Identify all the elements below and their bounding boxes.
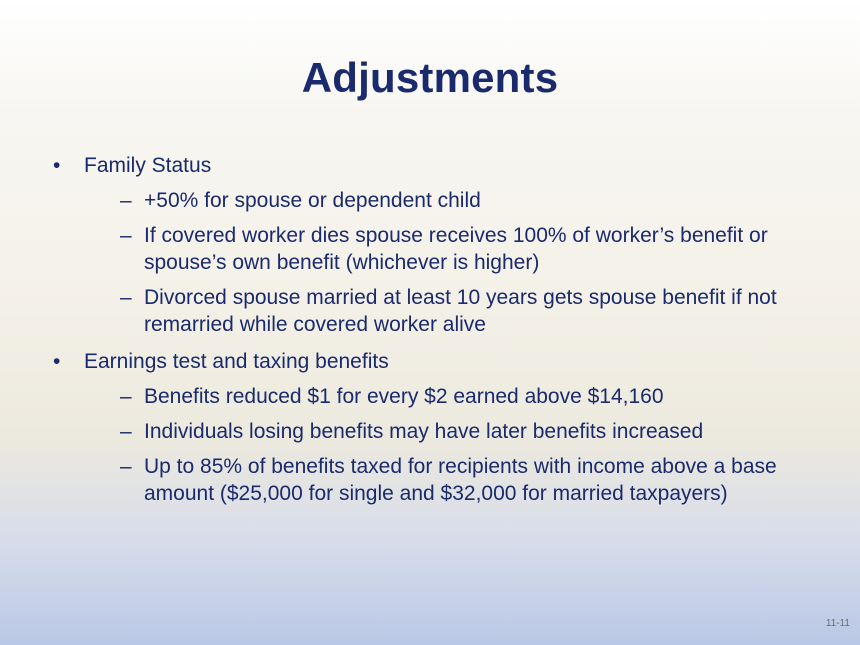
bullet-list [50,152,820,507]
sub-bullet [120,222,820,276]
sub-bullet [120,284,820,338]
sub-bullet-text: If covered worker dies spouse receives 100% of worker’s benefit or spouse’s own benefit (whichever is higher) [144,224,768,274]
dash-mark: – [120,189,132,212]
sub-bullet [120,418,820,445]
sub-list-earnings-test [50,383,820,507]
slide-title: Adjustments [301,54,559,101]
slide-number: 11-11 [825,618,850,629]
dash-mark: – [120,420,132,443]
bullet-dot: • [53,350,61,373]
dash-mark: – [120,224,132,247]
sub-bullet-text: Benefits reduced $1 for every $2 earned above $14,160 [144,385,664,408]
sub-bullet-text: Individuals losing benefits may have later benefits increased [144,420,704,443]
sub-bullet-text: Up to 85% of benefits taxed for recipients with income above a base amount ($25,000 for single and $32,000 for married taxpayers) [144,455,777,505]
sub-bullet-text: +50% for spouse or dependent child [144,189,481,212]
bullet-family-status [50,152,820,179]
bullet-dot: • [53,154,61,177]
sub-bullet [120,187,820,214]
sub-bullet [120,453,820,507]
dash-mark: – [120,286,132,309]
bullet-label: Earnings test and taxing benefits [84,350,389,373]
sub-bullet-text: Divorced spouse married at least 10 years gets spouse benefit if not remarried while covered worker alive [144,286,777,336]
sub-bullet [120,383,820,410]
dash-mark: – [120,385,132,408]
dash-mark: – [120,455,132,478]
bullet-label: Family Status [84,154,212,177]
bullet-earnings-test [50,348,820,375]
sub-list-family-status [50,187,820,338]
